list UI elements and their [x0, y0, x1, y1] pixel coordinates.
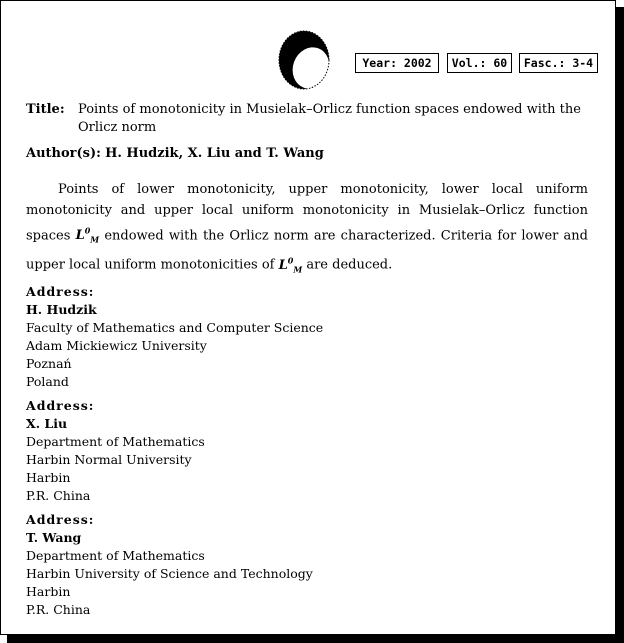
abstract: [26, 180, 588, 280]
address-line: Harbin: [26, 470, 71, 485]
abstract-text-2: endowed with the Orlicz norm are characterized. Criteria for lower and upper local uniform monotonicities of: [26, 228, 588, 273]
fascicle-badge: Fasc.: 3-4: [519, 53, 598, 73]
address-block: [26, 283, 323, 391]
journal-logo-icon: [278, 30, 330, 90]
math-symbol: $L^0_M$: [75, 226, 100, 245]
address-name: H. Hudzik: [26, 302, 97, 317]
volume-badge: Vol.: 60: [447, 53, 512, 73]
address-line: Harbin Normal University: [26, 452, 192, 467]
author-names: H. Hudzik, X. Liu and T. Wang: [105, 146, 324, 161]
math-symbol: $L^0_M$: [278, 255, 303, 275]
author-row: [26, 145, 324, 163]
address-header: Address:: [26, 512, 95, 527]
address-line: P.R. China: [26, 488, 91, 503]
authors-label: Author(s):: [26, 146, 101, 161]
address-line: Poland: [26, 374, 69, 389]
title-label: Title:: [26, 102, 65, 117]
address-line: Department of Mathematics: [26, 548, 205, 563]
address-block: [26, 511, 313, 619]
address-line: Adam Mickiewicz University: [26, 338, 207, 353]
address-line: Poznań: [26, 356, 72, 371]
year-badge: Year: 2002: [355, 53, 439, 73]
address-block: [26, 397, 205, 505]
address-line: Department of Mathematics: [26, 434, 205, 449]
address-line: Harbin: [26, 584, 71, 599]
address-line: Harbin University of Science and Technology: [26, 566, 313, 581]
title-row: [26, 101, 591, 137]
address-line: P.R. China: [26, 602, 91, 617]
abstract-text-3: are deduced.: [306, 257, 393, 273]
address-name: X. Liu: [26, 416, 68, 431]
address-line: Faculty of Mathematics and Computer Science: [26, 320, 324, 335]
abstract-text-1: Points of lower monotonicity, upper monotonicity, lower local uniform monotonicity and upper local uniform monotonicity in Musielak–Orlicz function spaces: [26, 182, 588, 244]
address-name: T. Wang: [26, 530, 82, 545]
address-header: Address:: [26, 284, 95, 299]
article-title: Points of monotonicity in Musielak–Orlicz function spaces endowed with the Orlicz norm: [78, 102, 581, 135]
address-header: Address:: [26, 398, 95, 413]
